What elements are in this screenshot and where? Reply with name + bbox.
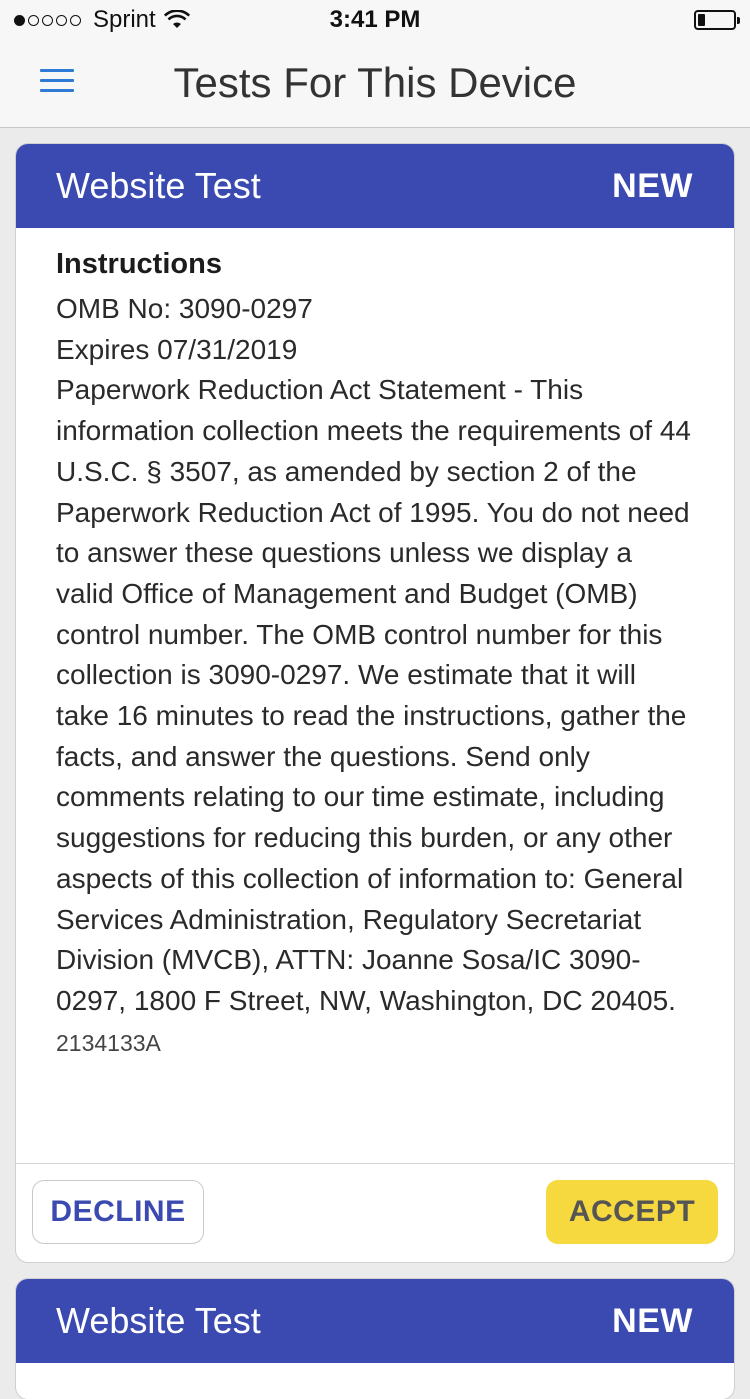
accept-button[interactable]: ACCEPT	[546, 1180, 718, 1244]
page-title: Tests For This Device	[173, 59, 577, 106]
card-title: Website Test	[56, 165, 261, 206]
expiry-date: Expires 07/31/2019	[56, 333, 298, 365]
instructions-heading: Instructions	[56, 248, 222, 280]
status-bar	[0, 0, 750, 40]
card-body	[16, 228, 734, 1144]
card-title: Website Test	[56, 1300, 261, 1341]
reference-code: 2134133A	[56, 1029, 161, 1056]
battery-level	[698, 14, 705, 26]
status-badge: NEW	[612, 1301, 693, 1340]
battery-icon	[694, 10, 736, 30]
wifi-icon	[164, 10, 190, 30]
signal-strength-icon	[14, 15, 81, 26]
paperwork-statement	[56, 370, 694, 1063]
test-card	[16, 144, 734, 1262]
navigation-bar	[0, 40, 750, 128]
card-header[interactable]	[16, 1279, 734, 1363]
paperwork-statement-text: Paperwork Reduction Act Statement - This information collection meets the requirements of 44 U.S.C. § 3507, as amended by section 2 of the Paperwork Reduction Act of 1995. You do not need to answer these questions unless we display a valid Office of Management and Budget (OMB) control number. The OMB control number for this collection is 3090-0297. We estimate that it will take 16 minutes to read the instructions, gather the facts, and answer the questions. Send only comments relating to our time estimate, including suggestions for reducing this burden, or any other aspects of this collection of information to: General Services Administration, Regulatory Secretariat Division (MVCB), ATTN: Joanne Sosa/IC 3090-0297, 1800 F Street, NW, Washington, DC 20405.	[56, 374, 691, 1016]
status-left	[0, 6, 190, 34]
instructions-text	[56, 289, 694, 1063]
test-card	[16, 1279, 734, 1399]
status-badge: NEW	[612, 166, 693, 205]
card-actions	[16, 1163, 734, 1262]
omb-number: OMB No: 3090-0297	[56, 293, 313, 324]
card-header[interactable]	[16, 144, 734, 228]
status-time: 3:41 PM	[329, 6, 421, 33]
decline-button[interactable]: DECLINE	[32, 1180, 204, 1244]
carrier-name: Sprint	[93, 6, 156, 33]
